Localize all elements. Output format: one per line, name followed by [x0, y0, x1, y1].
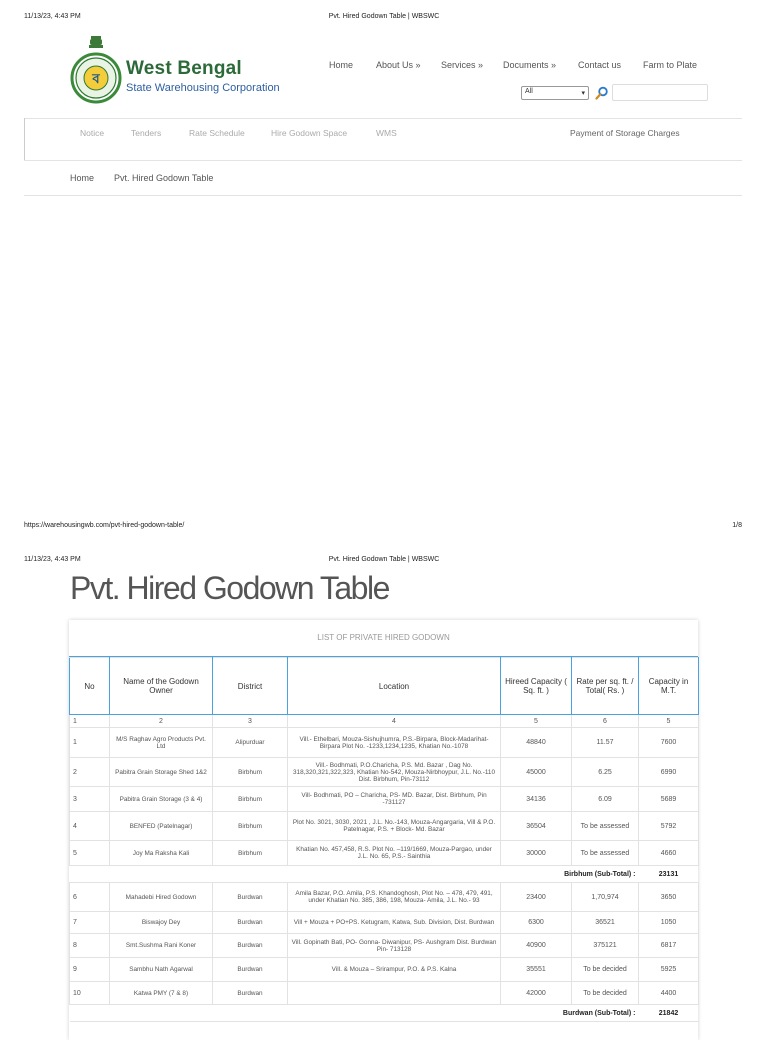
table-header-row: [70, 658, 699, 715]
divider: [24, 118, 25, 160]
nav-services[interactable]: Services »: [441, 60, 484, 70]
table-row: [70, 841, 699, 866]
page-title: Pvt. Hired Godown Table: [70, 570, 389, 606]
table-cell: 375121: [572, 934, 639, 958]
table-cell: 36504: [501, 812, 572, 841]
table-cell: Birbhum: [213, 758, 288, 787]
col-header-capacity-mt: Capacity in M.T.: [639, 658, 699, 715]
table-cell: 6990: [639, 758, 699, 787]
breadcrumb-home[interactable]: Home: [70, 173, 95, 183]
nav-farm-to-plate[interactable]: Farm to Plate: [643, 60, 698, 70]
table-cell: 4400: [639, 982, 699, 1005]
table-cell: Vill. & Mouza – Srirampur, P.O. & P.S. Kalna: [288, 958, 501, 982]
table-row: [70, 728, 699, 758]
divider: [24, 160, 742, 161]
table-cell: 8: [70, 934, 110, 958]
search-scope-value: All: [525, 88, 533, 95]
table-row: [70, 758, 699, 787]
table-cell: 5689: [639, 787, 699, 812]
table-cell: 7: [70, 912, 110, 934]
col-header-rate: Rate per sq. ft. / Total( Rs. ): [572, 658, 639, 715]
table-cell: 1: [70, 715, 110, 728]
table-cell: 3: [70, 787, 110, 812]
table-cell: 40900: [501, 934, 572, 958]
table-cell: 48840: [501, 728, 572, 758]
table-cell: 23400: [501, 883, 572, 912]
print-url: https://warehousingwb.com/pvt-hired-godown-table/: [24, 522, 185, 529]
table-cell: Pabitra Grain Storage (3 & 4): [110, 787, 213, 812]
table-cell: 7600: [639, 728, 699, 758]
table-cell: 3650: [639, 883, 699, 912]
table-cell: Amila Bazar, P.O. Amila, P.S. Khandoghosh, Plot No. – 478, 479, 491, under Khatian No. 385, 386, 198, Mouza- Amila, J.L. No.- 93: [288, 883, 501, 912]
table-cell: Vill- Bodhmati, PO – Charicha, PS- MD. Bazar, Dist. Birbhum, Pin -731127: [288, 787, 501, 812]
table-cell: Burdwan: [213, 912, 288, 934]
table-cell: Burdwan: [213, 934, 288, 958]
table-row: [70, 787, 699, 812]
table-cell: To be decided: [572, 982, 639, 1005]
print-page-number: 1/8: [732, 522, 742, 529]
search-scope-select[interactable]: [521, 86, 589, 100]
chevron-down-icon: ▾: [581, 90, 585, 97]
subtotal-row: [70, 866, 699, 883]
table-cell: 2: [70, 758, 110, 787]
table-caption: LIST OF PRIVATE HIRED GODOWN: [69, 620, 698, 657]
table-cell: 5: [639, 715, 699, 728]
table-cell: M/S Raghav Agro Products Pvt. Ltd: [110, 728, 213, 758]
col-header-location: Location: [288, 658, 501, 715]
table-cell: Vill.- Ethelbari, Mouza-Sishujhumra, P.S.-Birpara, Block-Madarihat-Birpara Plot No. -1233,1234,1235, Khatian No.-1078: [288, 728, 501, 758]
table-cell: 10: [70, 982, 110, 1005]
subnav-hire-godown-space[interactable]: Hire Godown Space: [271, 128, 348, 138]
godown-table: [69, 657, 699, 1022]
col-header-no: No: [70, 658, 110, 715]
table-cell: 9: [70, 958, 110, 982]
table-cell: 4: [288, 715, 501, 728]
subtotal-label: Birbhum (Sub-Total) :: [70, 866, 639, 883]
svg-text:ব: ব: [92, 72, 100, 87]
godown-table-card: [69, 620, 698, 1040]
table-cell: 6: [70, 883, 110, 912]
table-cell: Pabitra Grain Storage Shed 1&2: [110, 758, 213, 787]
subtotal-value: 23131: [639, 866, 699, 883]
table-cell: To be assessed: [572, 812, 639, 841]
print-title: Pvt. Hired Godown Table | WBSWC: [328, 13, 440, 20]
table-cell: Birbhum: [213, 841, 288, 866]
table-cell: Vill.- Bodhmati, P.O.Charicha, P.S. Md. Bazar , Dag No. 318,320,321,322,323, Khatian No-542, Mouza-Nirbhoypur, J.L. No.-110 Dist. Birbhum, Pin-73112: [288, 758, 501, 787]
col-header-owner: Name of the Godown Owner: [110, 658, 213, 715]
table-cell: 1: [70, 728, 110, 758]
nav-documents[interactable]: Documents »: [503, 60, 557, 70]
search-icon[interactable]: [595, 86, 609, 100]
table-cell: 1050: [639, 912, 699, 934]
table-cell: Vill + Mouza + PO+PS. Ketugram, Katwa, Sub. Division, Dist. Burdwan: [288, 912, 501, 934]
table-row: [70, 812, 699, 841]
table-cell: 5: [501, 715, 572, 728]
table-cell: 3: [213, 715, 288, 728]
table-row: [70, 934, 699, 958]
table-cell: 5792: [639, 812, 699, 841]
table-cell: 6: [572, 715, 639, 728]
subnav-rate-schedule[interactable]: Rate Schedule: [189, 128, 245, 138]
print-datetime: 11/13/23, 4:43 PM: [24, 13, 81, 20]
table-cell: 5: [70, 841, 110, 866]
nav-home[interactable]: Home: [329, 60, 354, 70]
wb-emblem-logo[interactable]: [70, 36, 122, 104]
nav-contact-us[interactable]: Contact us: [578, 60, 622, 70]
table-index-row: [70, 715, 699, 728]
table-cell: 5925: [639, 958, 699, 982]
table-cell: Birbhum: [213, 812, 288, 841]
divider: [24, 118, 742, 119]
breadcrumb-current: Pvt. Hired Godown Table: [114, 173, 214, 183]
table-cell: To be decided: [572, 958, 639, 982]
table-cell: Birbhum: [213, 787, 288, 812]
table-row: [70, 958, 699, 982]
table-cell: Alipurduar: [213, 728, 288, 758]
col-header-capacity-sqft: Hireed Capacity ( Sq. ft. ): [501, 658, 572, 715]
table-cell: BENFED (Patelnagar): [110, 812, 213, 841]
print-title: Pvt. Hired Godown Table | WBSWC: [328, 556, 440, 563]
table-cell: Plot No. 3021, 3030, 2021 , J.L. No.-143, Mouza-Angargaria, Vill & P.O. Patelnagar, P.S. + Block- Md. Bazar: [288, 812, 501, 841]
table-cell: 6.25: [572, 758, 639, 787]
table-cell: 2: [110, 715, 213, 728]
table-cell: Smt.Sushma Rani Koner: [110, 934, 213, 958]
subnav-tenders[interactable]: Tenders: [131, 128, 162, 138]
table-cell: Sambhu Nath Agarwal: [110, 958, 213, 982]
search-input[interactable]: [612, 84, 708, 101]
subnav-payment-storage-charges[interactable]: Payment of Storage Charges: [570, 128, 680, 138]
table-cell: 35551: [501, 958, 572, 982]
print-datetime: 11/13/23, 4:43 PM: [24, 556, 81, 563]
table-cell: Burdwan: [213, 958, 288, 982]
brand-name[interactable]: West Bengal: [126, 58, 242, 79]
table-cell: 45000: [501, 758, 572, 787]
table-cell: 6.09: [572, 787, 639, 812]
table-cell: 36521: [572, 912, 639, 934]
table-cell: Burdwan: [213, 883, 288, 912]
divider: [24, 195, 742, 196]
table-cell: 11.57: [572, 728, 639, 758]
table-cell: 34136: [501, 787, 572, 812]
nav-about-us[interactable]: About Us »: [376, 60, 421, 70]
subtotal-row: [70, 1005, 699, 1022]
table-cell: Vill. Gopinath Bati, PO- Gonna- Diwanipur, PS- Aushgram Dist. Burdwan Pin- 713128: [288, 934, 501, 958]
table-cell: [288, 982, 501, 1005]
subtotal-value: 21842: [639, 1005, 699, 1022]
table-cell: 6817: [639, 934, 699, 958]
subnav-wms[interactable]: WMS: [376, 128, 397, 138]
table-cell: Khatian No. 457,458, R.S. Plot No. –119/1669, Mouza-Pargao, under J.L. No. 65, P.S.- Sainthia: [288, 841, 501, 866]
table-cell: 6300: [501, 912, 572, 934]
table-row: [70, 982, 699, 1005]
subnav-notice[interactable]: Notice: [80, 128, 105, 138]
brand-subtitle[interactable]: State Warehousing Corporation: [126, 82, 280, 94]
table-cell: Mahadebi Hired Godown: [110, 883, 213, 912]
table-cell: 42000: [501, 982, 572, 1005]
table-cell: 30000: [501, 841, 572, 866]
table-cell: Biswajoy Dey: [110, 912, 213, 934]
col-header-district: District: [213, 658, 288, 715]
table-cell: To be assessed: [572, 841, 639, 866]
table-cell: Burdwan: [213, 982, 288, 1005]
table-cell: 4: [70, 812, 110, 841]
table-cell: Katwa PMY (7 & 8): [110, 982, 213, 1005]
table-cell: 4660: [639, 841, 699, 866]
table-row: [70, 912, 699, 934]
table-row: [70, 883, 699, 912]
table-cell: Joy Ma Raksha Kali: [110, 841, 213, 866]
table-cell: 1,70,974: [572, 883, 639, 912]
subtotal-label: Burdwan (Sub-Total) :: [70, 1005, 639, 1022]
